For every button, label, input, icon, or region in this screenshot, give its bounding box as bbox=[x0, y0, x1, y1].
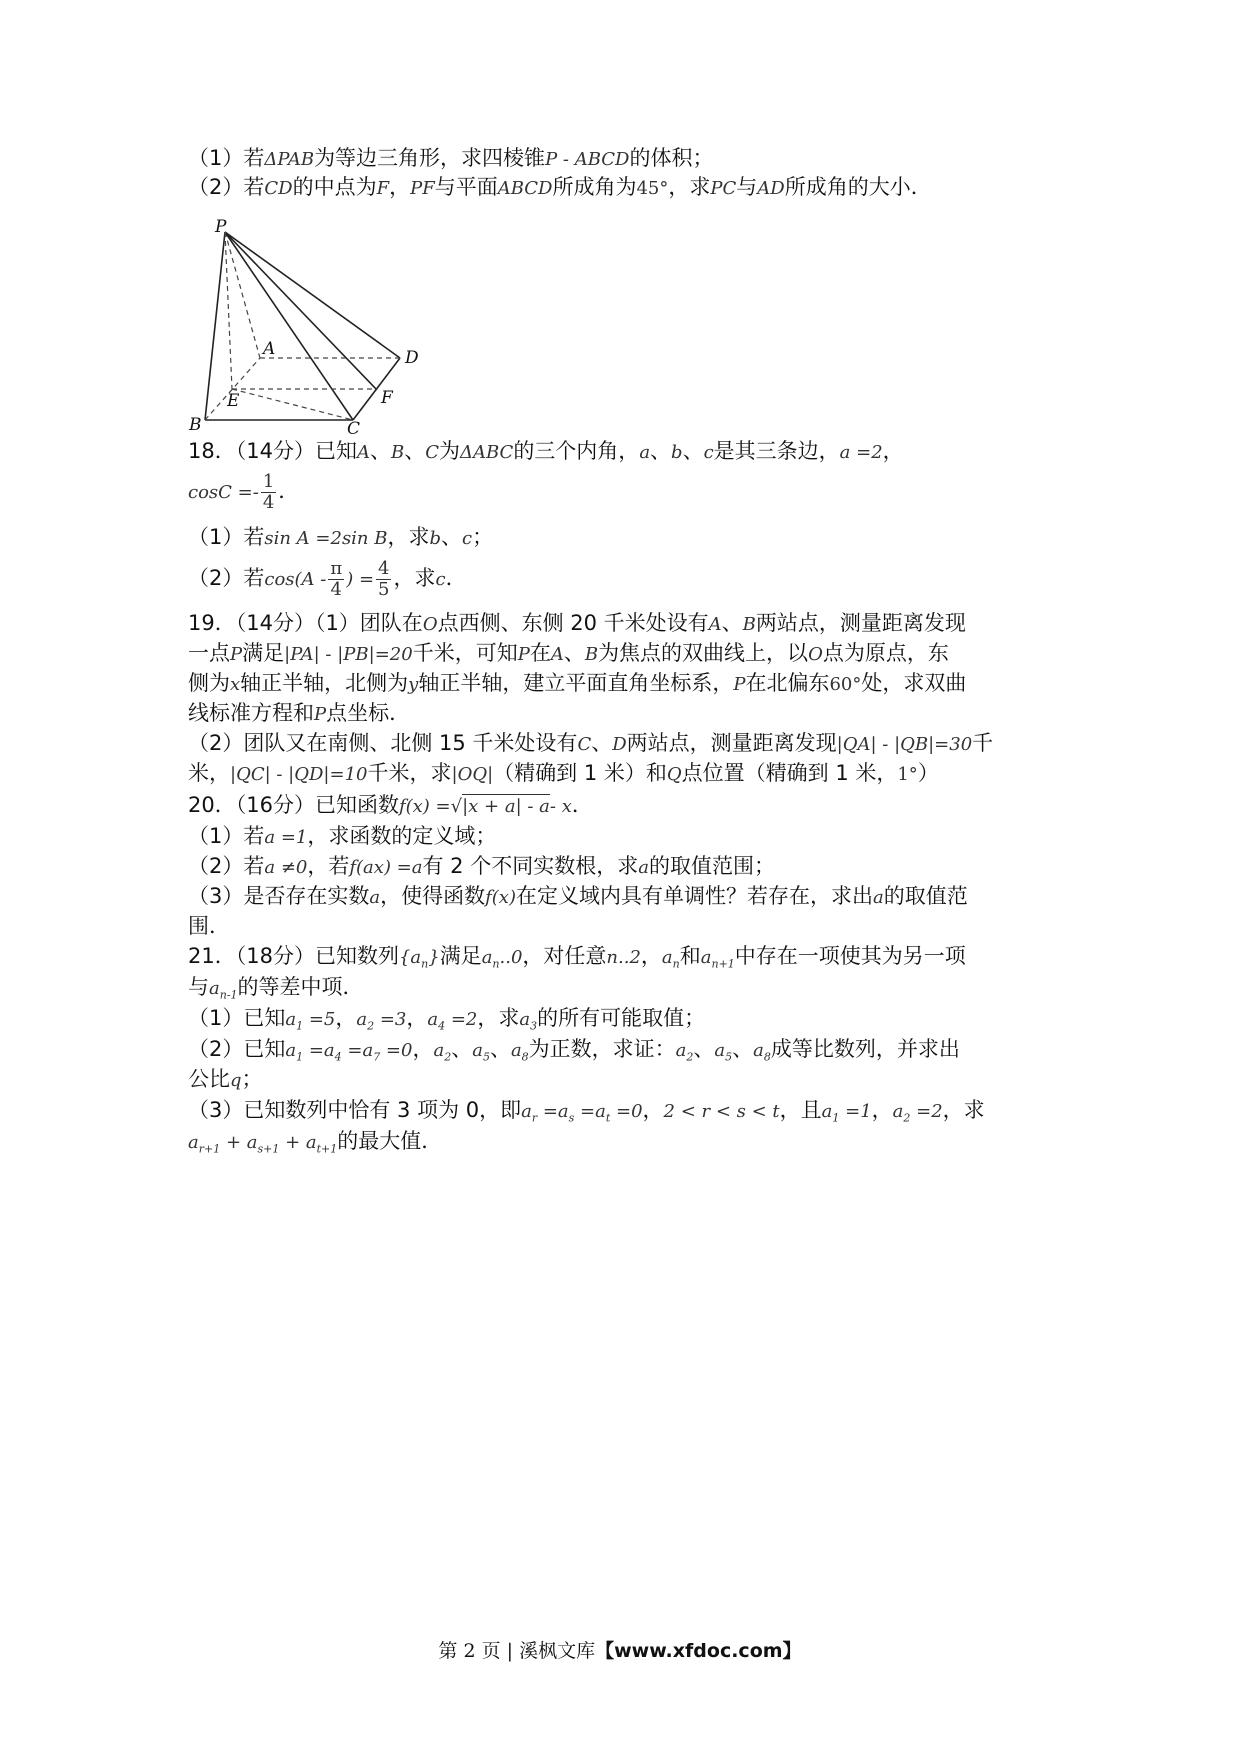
q17-p1-suffix: 的体积； bbox=[629, 146, 714, 170]
subscript: n bbox=[672, 957, 680, 971]
math: =1 bbox=[839, 1101, 872, 1122]
text: ） bbox=[917, 761, 939, 785]
math bbox=[892, 1101, 943, 1125]
q20-part1 bbox=[188, 821, 1070, 853]
math bbox=[519, 1009, 538, 1033]
q19-line5 bbox=[188, 728, 1070, 760]
text: ，且 bbox=[779, 1098, 822, 1122]
math: =a bbox=[574, 1101, 606, 1122]
bracket-left: 【 bbox=[595, 1640, 615, 1662]
subscript: 2 bbox=[444, 1050, 452, 1064]
subscript: 1 bbox=[296, 1019, 304, 1033]
math: a bbox=[872, 887, 884, 908]
text: 的等差中项． bbox=[237, 975, 364, 999]
text: 与 bbox=[188, 975, 209, 999]
radicand: |x + a| - a bbox=[462, 796, 550, 817]
text: （2）若 bbox=[188, 566, 265, 590]
text: 、 bbox=[563, 641, 585, 665]
subscript: n bbox=[492, 957, 500, 971]
text: 处，求双曲 bbox=[861, 671, 967, 695]
subscript: 8 bbox=[763, 1050, 771, 1064]
text: ； bbox=[472, 525, 494, 549]
math: A bbox=[708, 614, 722, 635]
label-A: A bbox=[263, 339, 276, 359]
math: a bbox=[519, 1009, 531, 1030]
math: B bbox=[584, 644, 599, 665]
text: 的中点为 bbox=[292, 175, 377, 199]
math bbox=[753, 1040, 771, 1064]
math: sin A =2sin B bbox=[264, 528, 388, 549]
math: O bbox=[422, 614, 438, 635]
text: ， bbox=[335, 1006, 357, 1030]
math: |OQ| bbox=[451, 764, 494, 785]
math: C bbox=[425, 442, 439, 463]
text: 为焦点的双曲线上，以 bbox=[598, 641, 809, 665]
math: a bbox=[714, 1040, 726, 1061]
math: =2 bbox=[910, 1101, 943, 1122]
text: 成等比数列，并求出 bbox=[770, 1037, 960, 1061]
text: （2）已知 bbox=[188, 1037, 286, 1061]
text: 所成角的大小． bbox=[784, 175, 932, 199]
math bbox=[356, 1009, 407, 1033]
q17-part1 bbox=[188, 143, 1070, 175]
math bbox=[714, 1040, 733, 1064]
math: } bbox=[428, 947, 440, 968]
math bbox=[521, 1101, 643, 1125]
math: a bbox=[700, 947, 712, 968]
math: f(ax) =a bbox=[349, 857, 423, 878]
q19-line6 bbox=[188, 758, 1070, 790]
fraction bbox=[328, 559, 344, 600]
sqrt-sign: √ bbox=[450, 796, 463, 817]
edge-PF bbox=[225, 232, 377, 390]
math: a =1 bbox=[264, 827, 308, 848]
text: 、 bbox=[404, 439, 426, 463]
denominator: 4 bbox=[262, 491, 275, 513]
text: 、 bbox=[682, 439, 704, 463]
math: |PA| - |PB|=20 bbox=[284, 644, 413, 665]
q18-stem bbox=[188, 436, 1070, 468]
math bbox=[285, 1040, 413, 1064]
math: a bbox=[285, 1009, 297, 1030]
math bbox=[398, 947, 440, 971]
label-B: B bbox=[189, 415, 202, 435]
text: 有 2 个不同实数根，求 bbox=[422, 854, 639, 878]
subscript: s bbox=[568, 1111, 575, 1125]
text: ． bbox=[445, 566, 467, 590]
text: 、 bbox=[369, 439, 391, 463]
text: 千米，求 bbox=[367, 761, 452, 785]
text: 千米，可知 bbox=[412, 641, 518, 665]
subscript: s+1 bbox=[257, 1142, 280, 1156]
math: P bbox=[733, 674, 746, 695]
math: ..0 bbox=[499, 947, 523, 968]
math bbox=[675, 1040, 694, 1064]
math: x bbox=[230, 674, 241, 695]
q20-part2 bbox=[188, 851, 1070, 883]
math: a bbox=[356, 1009, 368, 1030]
q21-part3-cont bbox=[188, 1126, 1070, 1165]
q19-line2 bbox=[188, 638, 1070, 670]
fraction bbox=[376, 559, 391, 600]
math: P bbox=[517, 644, 530, 665]
math: =0 bbox=[610, 1101, 643, 1122]
text: ． bbox=[571, 793, 593, 817]
text: 侧为 bbox=[188, 671, 230, 695]
math: a bbox=[639, 442, 651, 463]
math: f(x) = bbox=[398, 796, 451, 817]
text: 在北偏东 bbox=[745, 671, 830, 695]
text: ，对任意 bbox=[522, 944, 607, 968]
subscript: 1 bbox=[296, 1050, 304, 1064]
math: ΔABC bbox=[459, 442, 514, 463]
text: 为 bbox=[438, 439, 460, 463]
math: ) = bbox=[346, 569, 375, 590]
text: （1）若 bbox=[188, 824, 265, 848]
math: ABCD bbox=[497, 178, 553, 199]
math: B bbox=[742, 614, 756, 635]
q17-p1-pyramid: P - ABCD bbox=[545, 149, 630, 170]
text: 一点 bbox=[188, 641, 230, 665]
math: CD bbox=[264, 178, 293, 199]
math: =2 bbox=[445, 1009, 478, 1030]
text: 与 bbox=[736, 175, 758, 199]
math bbox=[821, 1101, 872, 1125]
text: 中存在一项使其为另一项 bbox=[734, 944, 966, 968]
math: a bbox=[188, 1132, 199, 1153]
text: ，使得函数 bbox=[380, 884, 486, 908]
math: - x bbox=[549, 796, 572, 817]
subscript: 2 bbox=[367, 1019, 375, 1033]
text: ， bbox=[871, 1098, 893, 1122]
text: 的最大值． bbox=[337, 1129, 443, 1153]
text: 、 bbox=[489, 1037, 511, 1061]
text: ． bbox=[278, 479, 300, 503]
subscript: 4 bbox=[334, 1050, 342, 1064]
text: ， bbox=[640, 944, 662, 968]
label-F: F bbox=[381, 388, 393, 408]
q19-line3 bbox=[188, 668, 1070, 700]
math: a bbox=[892, 1101, 904, 1122]
text: 点为原点，东 bbox=[822, 641, 949, 665]
math: + a bbox=[279, 1132, 317, 1153]
text: 的所有可能取值； bbox=[537, 1006, 706, 1030]
text: 、 bbox=[451, 1037, 473, 1061]
numerator: π bbox=[330, 557, 343, 579]
math: =0 bbox=[380, 1040, 413, 1061]
page-number: 第 2 页 bbox=[438, 1640, 501, 1662]
text: 围． bbox=[188, 914, 230, 938]
math: =a bbox=[303, 1040, 335, 1061]
math: f(x) bbox=[485, 887, 516, 908]
text: 20．（16分）已知函数 bbox=[188, 793, 399, 817]
subscript: 2 bbox=[903, 1111, 911, 1125]
math: PF bbox=[410, 178, 435, 199]
math: a bbox=[521, 1101, 532, 1122]
text: 点西侧、东侧 20 千米处设有 bbox=[437, 611, 709, 635]
text: 与平面 bbox=[434, 175, 498, 199]
subscript: 5 bbox=[482, 1050, 490, 1064]
math: D bbox=[612, 734, 627, 755]
pyramid-figure bbox=[189, 217, 475, 439]
q17-p1-prefix: （1）若 bbox=[188, 146, 265, 170]
text: 19．（14分）（1）团队在 bbox=[188, 611, 423, 635]
math: =5 bbox=[303, 1009, 336, 1030]
text: 两站点，测量距离发现 bbox=[755, 611, 966, 635]
text: 点位置（精确到 1 米， bbox=[681, 761, 898, 785]
text: 满足 bbox=[439, 944, 482, 968]
subscript: n bbox=[421, 957, 429, 971]
q18-part1 bbox=[188, 522, 1070, 554]
label-P: P bbox=[215, 217, 227, 237]
text: ， bbox=[642, 1098, 664, 1122]
math: 60° bbox=[829, 674, 862, 695]
subscript: 5 bbox=[725, 1050, 733, 1064]
text: （1）已知 bbox=[188, 1006, 286, 1030]
text: 米， bbox=[188, 761, 230, 785]
math: |QA| - |QB|=30 bbox=[836, 734, 973, 755]
text: 18．（14分）已知 bbox=[188, 439, 357, 463]
q19-line4 bbox=[188, 698, 1070, 730]
edge-PD bbox=[225, 232, 400, 358]
text: 所成角为 bbox=[552, 175, 637, 199]
page-footer bbox=[0, 1636, 1240, 1663]
q20-part3-cont bbox=[188, 911, 1070, 941]
bracket-right: 】 bbox=[782, 1640, 802, 1662]
math: a bbox=[753, 1040, 764, 1061]
text: ，求函数的定义域； bbox=[307, 824, 497, 848]
math: a bbox=[209, 978, 220, 999]
edge-PB bbox=[205, 232, 225, 420]
math: a bbox=[433, 1040, 445, 1061]
math bbox=[510, 1040, 529, 1064]
math bbox=[433, 1040, 452, 1064]
math: A bbox=[356, 442, 370, 463]
text: 线标准方程和 bbox=[188, 701, 314, 725]
math bbox=[481, 947, 523, 971]
math: 45° bbox=[636, 178, 669, 199]
math: C bbox=[577, 734, 592, 755]
math: n..2 bbox=[606, 947, 641, 968]
site-name: 溪枫文库 bbox=[519, 1640, 596, 1662]
label-D: D bbox=[405, 348, 419, 368]
math: {a bbox=[398, 947, 422, 968]
text: ，求 bbox=[477, 1006, 520, 1030]
footer-separator: | bbox=[500, 1640, 520, 1662]
q17-part2 bbox=[188, 172, 1070, 204]
math: =3 bbox=[374, 1009, 407, 1030]
q21-part2-cont bbox=[188, 1064, 1070, 1096]
numerator: 1 bbox=[262, 470, 275, 492]
text: （2）团队又在南侧、北侧 15 千米处设有 bbox=[188, 731, 578, 755]
edge-PE bbox=[225, 232, 232, 389]
subscript: 4 bbox=[438, 1019, 446, 1033]
subscript: n-1 bbox=[219, 988, 238, 1002]
text: 21．（18分）已知数列 bbox=[188, 944, 399, 968]
text: 、 bbox=[721, 611, 743, 635]
math: P bbox=[314, 704, 327, 725]
math: a bbox=[675, 1040, 687, 1061]
text: ； bbox=[241, 1067, 263, 1091]
math: a bbox=[510, 1040, 522, 1061]
text: ，求 bbox=[668, 175, 711, 199]
math: a bbox=[369, 887, 381, 908]
denominator: 4 bbox=[330, 578, 342, 600]
text: 的取值范围； bbox=[648, 854, 775, 878]
q20-stem bbox=[188, 790, 1070, 822]
math: PC bbox=[710, 178, 737, 199]
text: 是其三条边， bbox=[713, 439, 840, 463]
math: A bbox=[550, 644, 564, 665]
text: （3）已知数列中恰有 3 项为 0，即 bbox=[188, 1098, 522, 1122]
text: 的三个内角， bbox=[513, 439, 640, 463]
text: 、 bbox=[591, 731, 613, 755]
text: （2）若 bbox=[188, 175, 265, 199]
text: 为正数，求证： bbox=[528, 1037, 676, 1061]
subscript: 1 bbox=[832, 1111, 840, 1125]
math: F bbox=[376, 178, 390, 199]
text: 公比 bbox=[188, 1067, 230, 1091]
text: ， bbox=[406, 1006, 428, 1030]
math: AD bbox=[757, 178, 785, 199]
math bbox=[285, 1009, 336, 1033]
math: O bbox=[808, 644, 823, 665]
math: B bbox=[390, 442, 405, 463]
math: a bbox=[821, 1101, 833, 1122]
text: 点坐标． bbox=[326, 701, 411, 725]
text: 满足 bbox=[242, 641, 285, 665]
text: ，求 bbox=[393, 566, 436, 590]
subscript: n+1 bbox=[711, 957, 735, 971]
math: a =2 bbox=[839, 442, 883, 463]
math: c bbox=[462, 528, 473, 549]
subscript: t bbox=[605, 1111, 611, 1125]
math: a bbox=[472, 1040, 483, 1061]
math: c bbox=[703, 442, 714, 463]
text: 轴正半轴，北侧为 bbox=[240, 671, 409, 695]
math: cos(A - bbox=[264, 569, 327, 590]
math: b bbox=[671, 442, 683, 463]
subscript: r+1 bbox=[198, 1142, 221, 1156]
text: （2）若 bbox=[188, 854, 265, 878]
subscript: 8 bbox=[521, 1050, 529, 1064]
text: 和 bbox=[679, 944, 701, 968]
math: =a bbox=[537, 1101, 569, 1122]
numerator: 4 bbox=[378, 557, 390, 579]
text: ，求 bbox=[387, 525, 430, 549]
text: 、 bbox=[693, 1037, 715, 1061]
math bbox=[472, 1040, 490, 1064]
text: 的取值范 bbox=[883, 884, 968, 908]
subscript: 2 bbox=[686, 1050, 694, 1064]
text: ， bbox=[389, 175, 411, 199]
math: cosC =- bbox=[188, 482, 259, 503]
math: + a bbox=[220, 1132, 258, 1153]
text: 轴正半轴，建立平面直角坐标系， bbox=[418, 671, 734, 695]
math: |QC| - |QD|=10 bbox=[230, 764, 368, 785]
math: a bbox=[285, 1040, 297, 1061]
math bbox=[427, 1009, 478, 1033]
text: 、 bbox=[732, 1037, 754, 1061]
math: b bbox=[429, 528, 442, 549]
text: ， bbox=[412, 1037, 434, 1061]
text: （1）若 bbox=[188, 525, 265, 549]
math bbox=[661, 947, 680, 971]
label-E: E bbox=[227, 391, 240, 411]
site-url[interactable]: www.xfdoc.com bbox=[614, 1640, 783, 1662]
text: （3）是否存在实数 bbox=[188, 884, 370, 908]
math: 1° bbox=[897, 764, 918, 785]
fraction bbox=[261, 472, 276, 513]
math: P bbox=[230, 644, 243, 665]
math bbox=[700, 947, 735, 971]
text: 、 bbox=[650, 439, 672, 463]
math: y bbox=[408, 674, 419, 695]
math: Q bbox=[666, 764, 682, 785]
q18-cos bbox=[188, 468, 1070, 516]
text: 在 bbox=[529, 641, 551, 665]
math: c bbox=[435, 569, 446, 590]
math bbox=[209, 978, 238, 1002]
label-C: C bbox=[347, 419, 361, 439]
text: 在定义域内具有单调性？若存在，求出 bbox=[515, 884, 873, 908]
denominator: 5 bbox=[378, 578, 390, 600]
text: 两站点，测量距离发现 bbox=[626, 731, 837, 755]
q17-p1-text: 为等边三角形，求四棱锥 bbox=[314, 146, 546, 170]
math: =a bbox=[341, 1040, 374, 1061]
q19-line1 bbox=[188, 608, 1070, 640]
math: a bbox=[638, 857, 649, 878]
math: q bbox=[230, 1070, 242, 1091]
math: a bbox=[427, 1009, 439, 1030]
q20-part3 bbox=[188, 881, 1070, 913]
text: ，求 bbox=[942, 1098, 985, 1122]
subscript: 3 bbox=[530, 1019, 538, 1033]
math bbox=[188, 1132, 338, 1156]
math: a bbox=[661, 947, 673, 968]
text: （精确到 1 米）和 bbox=[493, 761, 667, 785]
text: 千 bbox=[972, 731, 994, 755]
math: a bbox=[481, 947, 493, 968]
text: ， bbox=[882, 439, 904, 463]
math: 2 < r < s < t bbox=[663, 1101, 780, 1122]
math: a ≠0 bbox=[264, 857, 308, 878]
subscript: r bbox=[531, 1111, 538, 1125]
q17-p1-triangle: ΔPAB bbox=[264, 149, 315, 170]
subscript: 7 bbox=[373, 1050, 381, 1064]
text: ，若 bbox=[307, 854, 350, 878]
text: 、 bbox=[441, 525, 463, 549]
subscript: t+1 bbox=[316, 1142, 338, 1156]
q18-part2 bbox=[188, 554, 1070, 604]
